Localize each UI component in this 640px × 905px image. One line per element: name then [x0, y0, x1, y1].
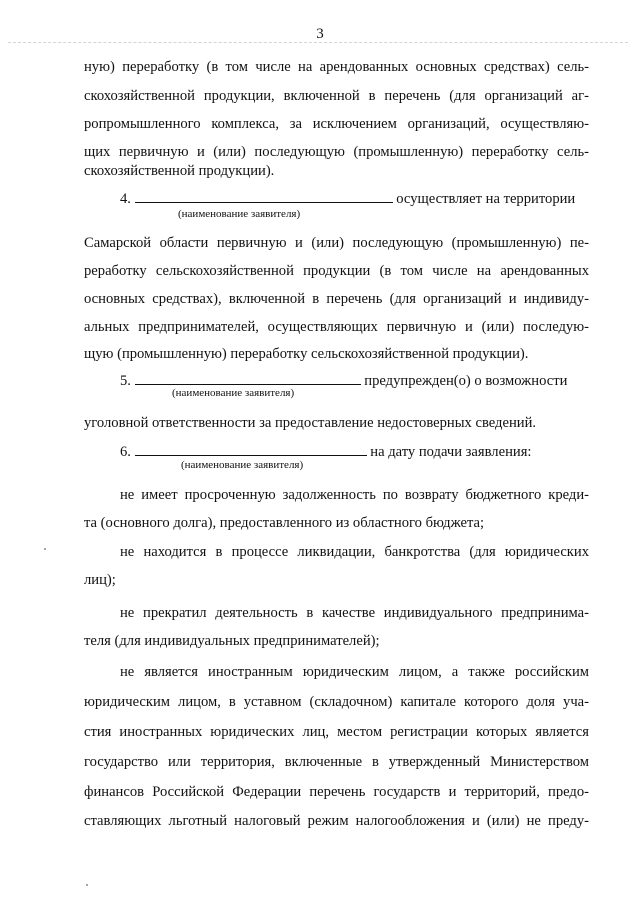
item-number: 6.	[120, 444, 131, 460]
applicant-caption: (наименование заявителя)	[181, 459, 304, 471]
text-line: та (основного долга), предоставленного из областного бюджета;	[84, 515, 485, 531]
text-line: теля (для индивидуальных предпринимателей);	[84, 633, 380, 649]
text-line: финансов Российской Федерации перечень государств и территорий, предо-	[84, 784, 589, 800]
text-line: ропромышленного комплекса, за исключением организаций, осуществляю-	[84, 116, 589, 132]
text-line: не прекратил деятельность в качестве индивидуального предпринима-	[120, 605, 589, 621]
applicant-caption: (наименование заявителя)	[178, 208, 301, 220]
text-line: основных средствах), включенной в перечень (для организаций и индивиду-	[84, 291, 589, 307]
text-line: ную) переработку (в том числе на арендованных основных средствах) сель-	[84, 59, 589, 75]
item-number: 5.	[120, 373, 131, 389]
text-line: стия иностранных юридических лиц, местом регистрации которых является	[84, 724, 589, 740]
applicant-name-blank	[135, 371, 361, 385]
text-line: не находится в процессе ликвидации, банкротства (для юридических	[120, 544, 589, 560]
applicant-caption: (наименование заявителя)	[172, 387, 295, 399]
item-6-predicate: на дату подачи заявления:	[370, 444, 532, 460]
text-line: не имеет просроченную задолженность по возврату бюджетного креди-	[120, 487, 589, 503]
text-line: реработку сельскохозяйственной продукции (в том числе на арендованных	[84, 263, 589, 279]
item-number: 4.	[120, 191, 131, 207]
text-line: альных предпринимателей, осуществляющих первичную и (или) последую-	[84, 319, 589, 335]
text-line: скохозяйственной продукции, включенной в перечень (для организаций аг-	[84, 88, 589, 104]
text-line: щих первичную и (или) последующую (промышленную) переработку сель-	[84, 144, 589, 160]
text-line: Самарской области первичную и (или) последующую (промышленную) пе-	[84, 235, 589, 251]
scan-speck	[86, 884, 88, 886]
page-number: 3	[316, 26, 324, 42]
scan-speck	[44, 548, 46, 550]
item-4-header	[120, 189, 600, 208]
scan-artifact-line	[8, 42, 628, 45]
text-line: скохозяйственной продукции).	[84, 163, 275, 179]
item-5-predicate: предупрежден(о) о возможности	[364, 373, 568, 389]
text-line: ставляющих льготный налоговый режим налогообложения и (или) не преду-	[84, 813, 589, 829]
text-line: государство или территория, включенные в утвержденный Министерством	[84, 754, 589, 770]
text-line: не является иностранным юридическим лицом, а также российским	[120, 664, 589, 680]
applicant-name-blank	[135, 442, 367, 456]
item-4-predicate: осуществляет на территории	[396, 191, 576, 207]
text-line: юридическим лицом, в уставном (складочном) капитале которого доля уча-	[84, 694, 589, 710]
applicant-name-blank	[135, 189, 393, 203]
text-line: лиц);	[84, 572, 116, 588]
text-line: уголовной ответственности за предоставление недостоверных сведений.	[84, 415, 537, 431]
text-line: щую (промышленную) переработку сельскохозяйственной продукции).	[84, 346, 529, 362]
